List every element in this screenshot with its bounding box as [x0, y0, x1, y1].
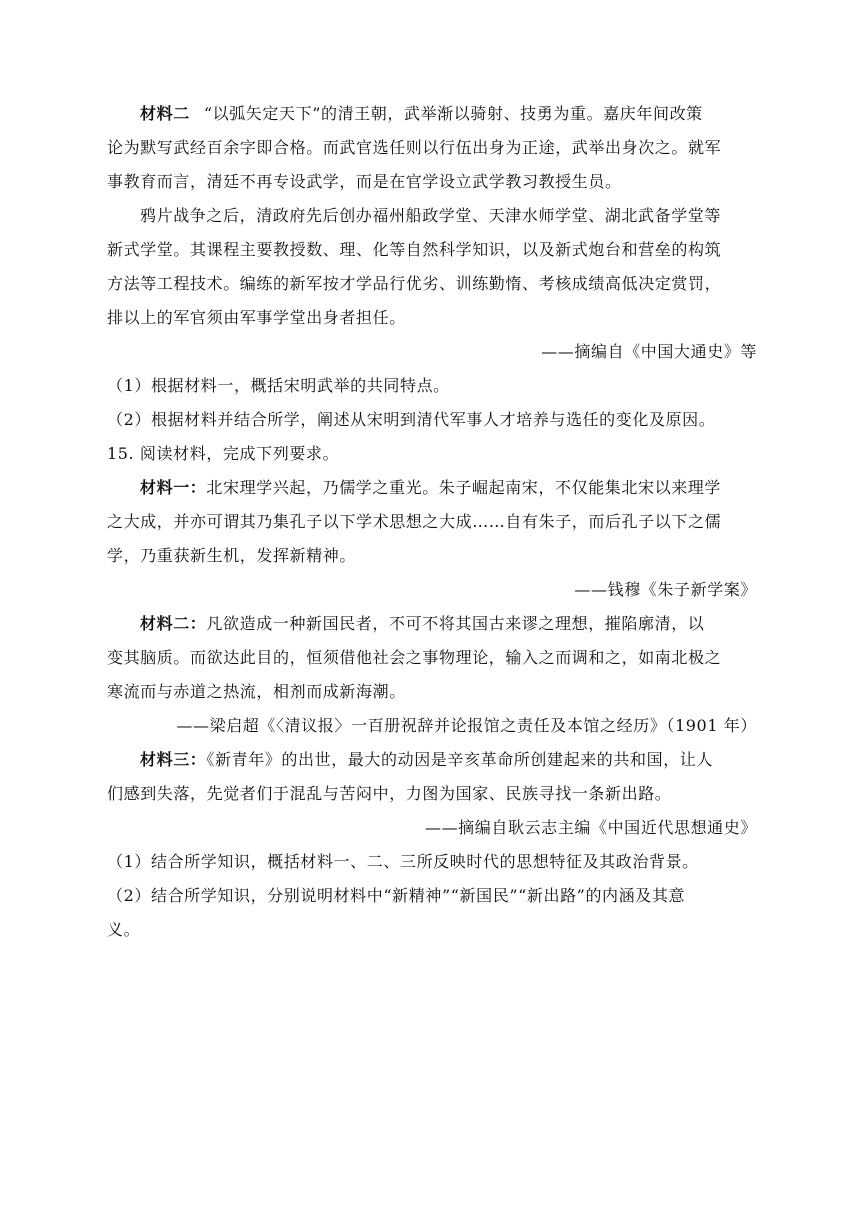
- q15-material-2-first-line: [107, 607, 757, 641]
- q15-material-1-first-line: [107, 471, 757, 505]
- q15-material-2-source: ——梁启超《〈清议报〉一百册祝辞并论报馆之责任及本馆之经历》（1901 年）: [176, 716, 757, 735]
- q15-material-3-source: ——摘编自耿云志主编《中国近代思想通史》: [424, 818, 757, 837]
- material-2-text: “以弧矢定天下”的清王朝，武举渐以骑射、技勇为重。嘉庆年间改策: [203, 104, 703, 123]
- q15-material-1-label: 材料一：: [140, 478, 207, 497]
- question-14-2: （2）根据材料并结合所学，阐述从宋明到清代军事人才培养与选任的变化及原因。: [107, 410, 716, 429]
- material-2-para2-line: 新式学堂。其课程主要教授数、理、化等自然科学知识，以及新式炮台和营垒的构筑: [107, 240, 722, 259]
- q15-material-3-label: 材料三：: [140, 750, 207, 769]
- q15-material-3-first-line: [107, 743, 757, 777]
- q15-material-2-line: 变其脑质。而欲达此目的，恒须借他社会之事物理论，输入之而调和之，如南北极之: [107, 648, 722, 667]
- material-2-para2-line: 方法等工程技术。编练的新军按才学品行优劣、训练勤惰、考核成绩高低决定赏罚，: [107, 274, 722, 293]
- material-2-source: ——摘编自《中国大通史》等: [541, 342, 757, 361]
- material-2-line: 事教育而言，清廷不再专设武学，而是在官学设立武学教习教授生员。: [107, 172, 622, 191]
- document-body: [107, 97, 757, 947]
- q15-material-3-line: 们感到失落，先觉者们于混乱与苦闷中，力图为国家、民族寻找一条新出路。: [107, 784, 672, 803]
- q15-material-2-line: 寒流而与赤道之热流，相剂而成新海潮。: [107, 682, 406, 701]
- q15-material-1-source: ——钱穆《朱子新学案》: [574, 580, 757, 599]
- question-15-title: 15. 阅读材料，完成下列要求。: [107, 444, 340, 463]
- q15-material-3-text: 《新青年》的出世，最大的动因是辛亥革命所创建起来的共和国，让人: [206, 750, 714, 769]
- q15-material-2-text: 凡欲造成一种新国民者，不可不将其国古来谬之理想，摧陷廓清，以: [206, 614, 705, 633]
- material-2-para2-line: 排以上的军官须由军事学堂出身者担任。: [107, 308, 406, 327]
- q15-material-1-line: 之大成，并亦可谓其乃集孔子以下学术思想之大成……自有朱子，而后孔子以下之儒: [107, 512, 722, 531]
- material-2-first-line: [107, 97, 757, 131]
- question-15-1: （1）结合所学知识，概括材料一、二、三所反映时代的思想特征及其政治背景。: [107, 852, 699, 871]
- question-15-2: （2）结合所学知识，分别说明材料中“新精神”“新国民”“新出路”的内涵及其意: [107, 886, 686, 905]
- material-2-line: 论为默写武经百余字即合格。而武官选任则以行伍出身为正途，武举出身次之。就军: [107, 138, 722, 157]
- question-14-1: （1）根据材料一，概括宋明武举的共同特点。: [107, 376, 450, 395]
- q15-material-1-line: 学，乃重获新生机，发挥新精神。: [107, 546, 357, 565]
- material-2-para2-line: 鸦片战争之后，清政府先后创办福州船政学堂、天津水师学堂、湖北武备学堂等: [140, 206, 722, 225]
- material-2-label: 材料二: [140, 104, 190, 123]
- q15-material-1-text: 北宋理学兴起，乃儒学之重光。朱子崛起南宋，不仅能集北宋以来理学: [206, 478, 722, 497]
- question-15-2-continued: 义。: [107, 920, 141, 939]
- q15-material-2-label: 材料二：: [140, 614, 207, 633]
